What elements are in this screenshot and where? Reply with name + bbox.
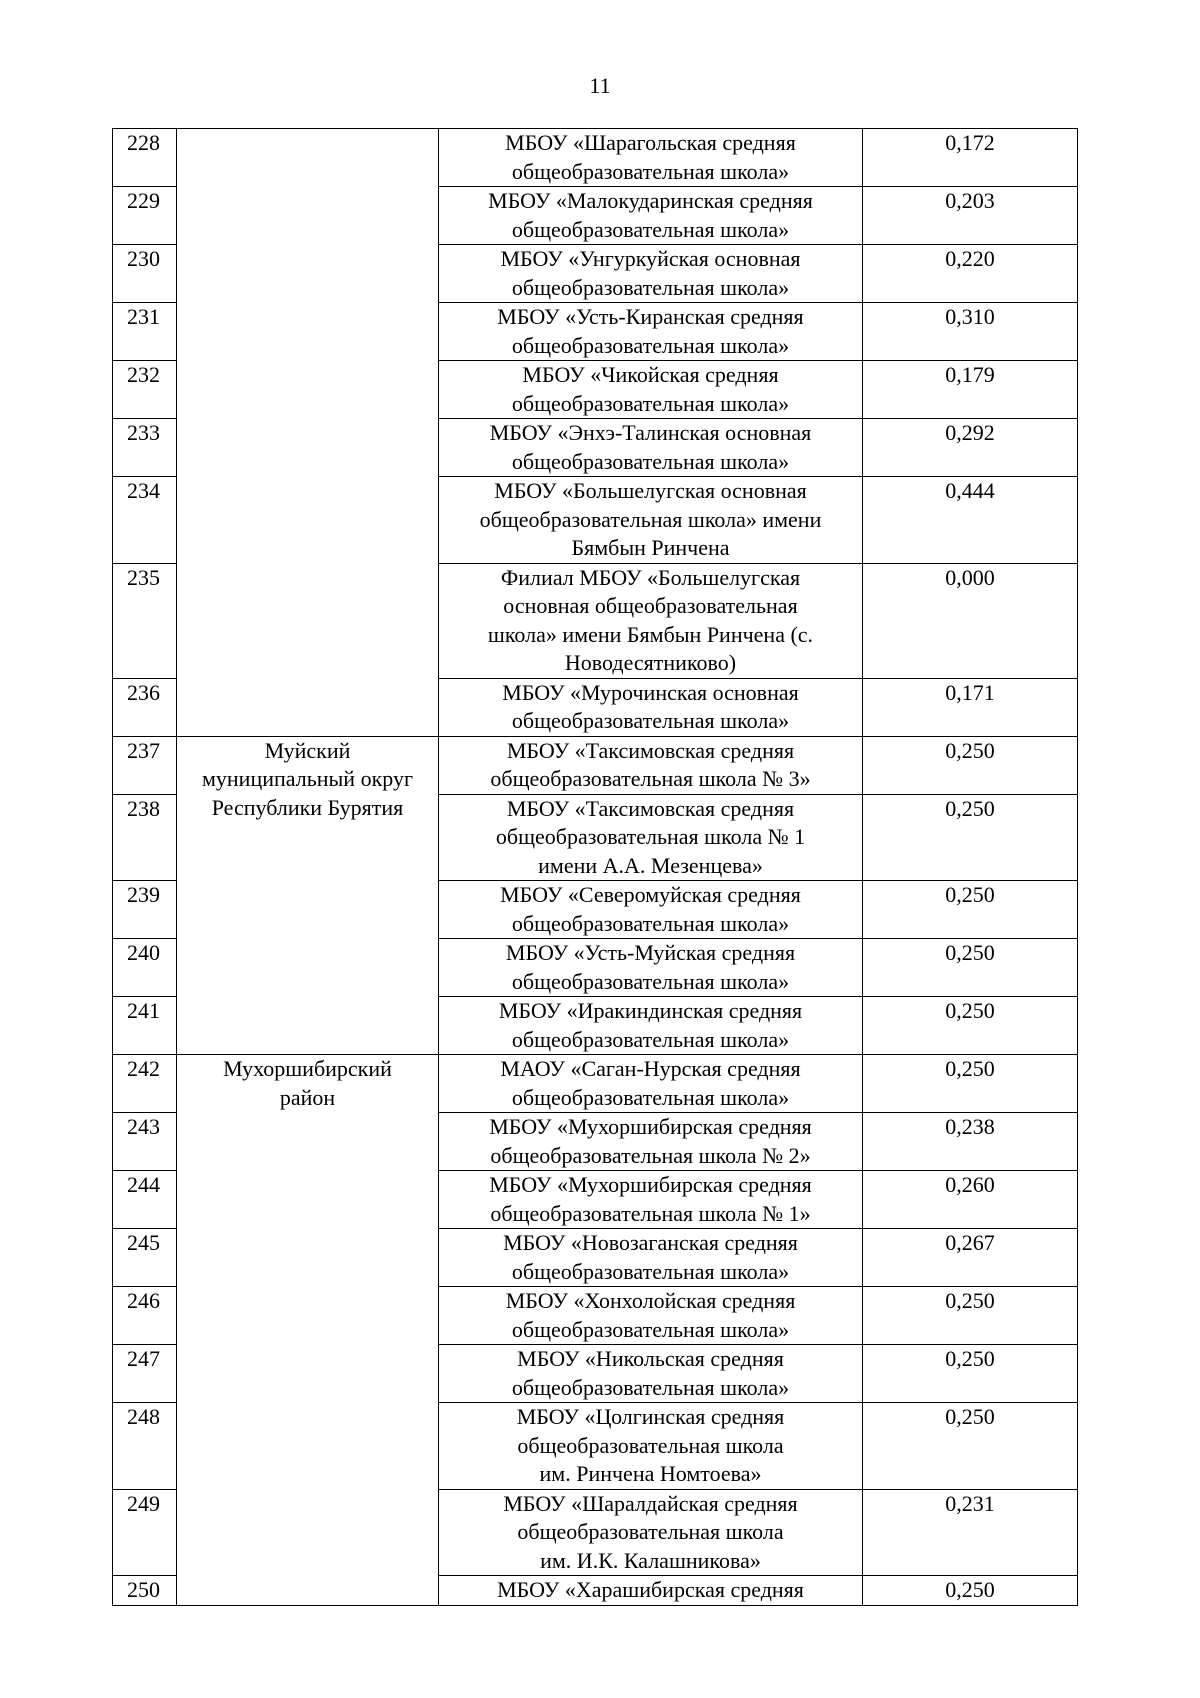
- coefficient-value: 0,000: [863, 563, 1078, 678]
- row-number: 242: [113, 1055, 177, 1113]
- coefficient-value: 0,203: [863, 187, 1078, 245]
- school-name: МБОУ «Усть-Муйская средняя общеобразовательная школа»: [439, 939, 863, 997]
- row-number: 246: [113, 1287, 177, 1345]
- school-name: МБОУ «Таксимовская средняя общеобразовательная школа № 1 имени А.А. Мезенцева»: [439, 794, 863, 881]
- row-number: 239: [113, 881, 177, 939]
- school-name: МБОУ «Иракиндинская средняя общеобразовательная школа»: [439, 997, 863, 1055]
- row-number: 241: [113, 997, 177, 1055]
- coefficient-value: 0,250: [863, 1576, 1078, 1606]
- coefficient-value: 0,238: [863, 1113, 1078, 1171]
- school-name: МБОУ «Чикойская средняя общеобразовательная школа»: [439, 361, 863, 419]
- school-name: МБОУ «Энхэ-Талинская основная общеобразовательная школа»: [439, 419, 863, 477]
- school-name: МБОУ «Харашибирская средняя: [439, 1576, 863, 1606]
- page-number: 11: [589, 73, 611, 98]
- row-number: 234: [113, 477, 177, 564]
- district-cell: Мухоршибирский район: [177, 1055, 439, 1606]
- coefficient-value: 0,250: [863, 939, 1078, 997]
- row-number: 233: [113, 419, 177, 477]
- coefficient-value: 0,267: [863, 1229, 1078, 1287]
- row-number: 245: [113, 1229, 177, 1287]
- coefficient-value: 0,171: [863, 678, 1078, 736]
- coefficient-value: 0,250: [863, 1287, 1078, 1345]
- school-name: МБОУ «Мухоршибирская средняя общеобразовательная школа № 2»: [439, 1113, 863, 1171]
- row-number: 238: [113, 794, 177, 881]
- school-name: МБОУ «Большелугская основная общеобразовательная школа» имени Бямбын Ринчена: [439, 477, 863, 564]
- coefficient-value: 0,292: [863, 419, 1078, 477]
- district-cell: [177, 129, 439, 737]
- row-number: 229: [113, 187, 177, 245]
- school-name: МБОУ «Мухоршибирская средняя общеобразовательная школа № 1»: [439, 1171, 863, 1229]
- school-name: МБОУ «Шарагольская средняя общеобразовательная школа»: [439, 129, 863, 187]
- coefficient-value: 0,250: [863, 1403, 1078, 1490]
- school-name: Филиал МБОУ «Большелугская основная общеобразовательная школа» имени Бямбын Ринчена (с. Новодесятниково): [439, 563, 863, 678]
- table-row: [113, 129, 1078, 187]
- row-number: 230: [113, 245, 177, 303]
- coefficient-value: 0,250: [863, 736, 1078, 794]
- school-name: МАОУ «Саган-Нурская средняя общеобразовательная школа»: [439, 1055, 863, 1113]
- coefficient-value: 0,179: [863, 361, 1078, 419]
- table-row: [113, 1055, 1078, 1113]
- school-name: МБОУ «Малокударинская средняя общеобразовательная школа»: [439, 187, 863, 245]
- schools-table: [112, 128, 1078, 1606]
- coefficient-value: 0,250: [863, 881, 1078, 939]
- row-number: 240: [113, 939, 177, 997]
- school-name: МБОУ «Хонхолойская средняя общеобразовательная школа»: [439, 1287, 863, 1345]
- row-number: 250: [113, 1576, 177, 1606]
- school-name: МБОУ «Никольская средняя общеобразовательная школа»: [439, 1345, 863, 1403]
- school-name: МБОУ «Мурочинская основная общеобразовательная школа»: [439, 678, 863, 736]
- school-name: МБОУ «Усть-Киранская средняя общеобразовательная школа»: [439, 303, 863, 361]
- row-number: 248: [113, 1403, 177, 1490]
- school-name: МБОУ «Новозаганская средняя общеобразовательная школа»: [439, 1229, 863, 1287]
- coefficient-value: 0,172: [863, 129, 1078, 187]
- coefficient-value: 0,220: [863, 245, 1078, 303]
- table-row: [113, 736, 1078, 794]
- row-number: 247: [113, 1345, 177, 1403]
- coefficient-value: 0,310: [863, 303, 1078, 361]
- row-number: 243: [113, 1113, 177, 1171]
- row-number: 228: [113, 129, 177, 187]
- row-number: 236: [113, 678, 177, 736]
- coefficient-value: 0,444: [863, 477, 1078, 564]
- district-cell: Муйский муниципальный округ Республики Бурятия: [177, 736, 439, 1055]
- school-name: МБОУ «Шаралдайская средняя общеобразовательная школа им. И.К. Калашникова»: [439, 1489, 863, 1576]
- school-name: МБОУ «Цолгинская средняя общеобразовательная школа им. Ринчена Номтоева»: [439, 1403, 863, 1490]
- coefficient-value: 0,250: [863, 1345, 1078, 1403]
- school-name: МБОУ «Унгуркуйская основная общеобразовательная школа»: [439, 245, 863, 303]
- coefficient-value: 0,250: [863, 794, 1078, 881]
- school-name: МБОУ «Северомуйская средняя общеобразовательная школа»: [439, 881, 863, 939]
- school-name: МБОУ «Таксимовская средняя общеобразовательная школа № 3»: [439, 736, 863, 794]
- coefficient-value: 0,260: [863, 1171, 1078, 1229]
- row-number: 244: [113, 1171, 177, 1229]
- row-number: 235: [113, 563, 177, 678]
- coefficient-value: 0,250: [863, 1055, 1078, 1113]
- coefficient-value: 0,231: [863, 1489, 1078, 1576]
- row-number: 232: [113, 361, 177, 419]
- row-number: 231: [113, 303, 177, 361]
- row-number: 237: [113, 736, 177, 794]
- coefficient-value: 0,250: [863, 997, 1078, 1055]
- row-number: 249: [113, 1489, 177, 1576]
